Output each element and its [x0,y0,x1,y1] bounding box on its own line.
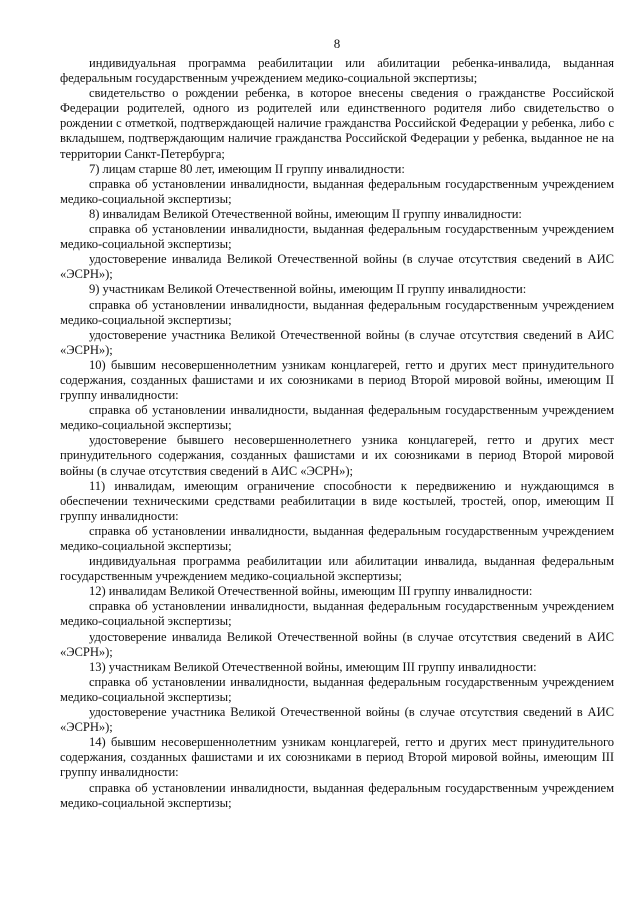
paragraph: индивидуальная программа реабилитации или абилитации инвалида, выданная федеральным государственным учреждением медико-социальной экспертизы; [60,554,614,584]
paragraph: справка об установлении инвалидности, выданная федеральным государственным учреждением медико-социальной экспертизы; [60,674,614,704]
paragraph: 7) лицам старше 80 лет, имеющим II группу инвалидности: [89,161,405,176]
paragraph: 14) бывшим несовершеннолетним узникам концлагерей, гетто и других мест принудительного содержания, созданных фашистами и их союзниками в период Второй мировой войны, имеющим III группу инвалидности: [60,735,614,780]
paragraph: справка об установлении инвалидности, выданная федеральным государственным учреждением медико-социальной экспертизы; [60,176,614,206]
page-number: 8 [333,36,341,51]
paragraph: индивидуальная программа реабилитации или абилитации ребенка-инвалида, выданная федеральным государственным учреждением медико-социальной экспертизы; [60,56,614,86]
paragraph: 10) бывшим несовершеннолетним узникам концлагерей, гетто и других мест принудительного содержания, созданных фашистами и их союзниками в период Второй мировой войны, имеющим II группу инвалидности: [60,357,614,403]
paragraph: 8) инвалидам Великой Отечественной войны, имеющим II группу инвалидности: [89,206,522,221]
paragraph: справка об установлении инвалидности, выданная федеральным государственным учреждением медико-социальной экспертизы; [60,222,614,252]
paragraph: удостоверение участника Великой Отечественной войны (в случае отсутствия сведений в АИС «ЭСРН»); [60,327,614,357]
paragraph: удостоверение участника Великой Отечественной войны (в случае отсутствия сведений в АИС «ЭСРН»); [60,705,614,735]
paragraph: удостоверение инвалида Великой Отечественной войны (в случае отсутствия сведений в АИС «ЭСРН»); [60,252,614,282]
paragraph: 9) участникам Великой Отечественной войны, имеющим II группу инвалидности: [89,282,527,297]
paragraph: справка об установлении инвалидности, выданная федеральным государственным учреждением медико-социальной экспертизы; [60,599,614,629]
paragraph: удостоверение инвалида Великой Отечественной войны (в случае отсутствия сведений в АИС «ЭСРН»); [60,629,614,659]
paragraph: удостоверение бывшего несовершеннолетнего узника концлагерей, гетто и других мест принудительного содержания, созданных фашистами и их союзниками в период Второй мировой войны (в случае отсутствия сведений в АИС «ЭСРН»); [60,433,614,478]
paragraph: 13) участникам Великой Отечественной войны, имеющим III группу инвалидности: [89,659,537,674]
paragraph: свидетельство о рождении ребенка, в которое внесены сведения о гражданстве Российской Федерации родителей, одного из родителей или единственного родителя либо свидетельство о рождении с отметкой, подтверждающей наличие гражданства Российской Федерации у ребенка, либо с вкладышем, подтверждающим наличие гражданства Российской Федерации у ребенка, выданное не на территории Санкт-Петербурга; [60,86,614,161]
paragraph: справка об установлении инвалидности, выданная федеральным государственным учреждением медико-социальной экспертизы; [60,297,614,327]
paragraph: 11) инвалидам, имеющим ограничение способности к передвижению и нуждающимся в обеспечении техническими средствами реабилитации в виде костылей, тростей, опор, имеющим II группу инвалидности: [60,478,614,523]
paragraph: справка об установлении инвалидности, выданная федеральным государственным учреждением медико-социальной экспертизы; [60,403,614,433]
paragraph: 12) инвалидам Великой Отечественной войны, имеющим III группу инвалидности: [89,584,533,599]
document-body [60,56,614,811]
paragraph: справка об установлении инвалидности, выданная федеральным государственным учреждением медико-социальной экспертизы; [60,780,614,810]
paragraph: справка об установлении инвалидности, выданная федеральным государственным учреждением медико-социальной экспертизы; [60,523,614,553]
